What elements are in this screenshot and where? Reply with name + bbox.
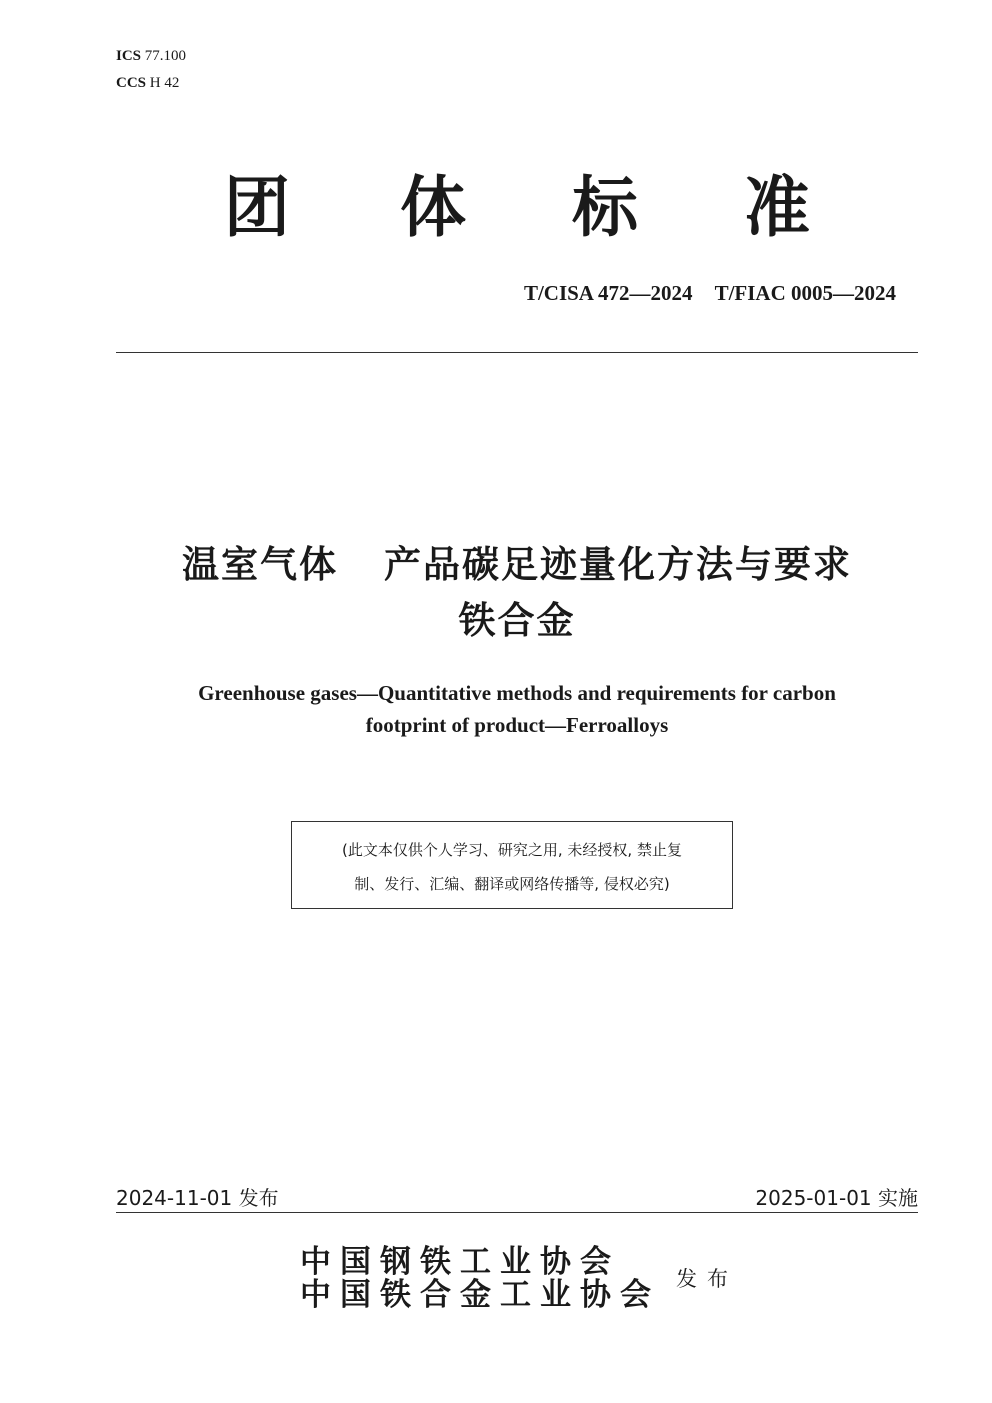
ccs-code: [116, 74, 179, 92]
notice-line: (此文本仅供个人学习、研究之用, 未经授权, 禁止复: [342, 841, 682, 859]
standard-type-char: 体: [400, 169, 466, 246]
title-en-line2: footprint of product—Ferroalloys: [365, 713, 669, 737]
standard-numbers: [524, 280, 896, 306]
standard-number: T/FIAC 0005—2024: [714, 281, 896, 305]
title-en-line1: Greenhouse gases—Quantitative methods and requirements for carbon: [198, 681, 836, 705]
title-cn-part1: 温室气体: [182, 543, 338, 586]
issue-label: 发布: [676, 1267, 738, 1291]
standard-number: T/CISA 472—2024: [523, 281, 693, 305]
ics-label: ICS: [116, 48, 142, 64]
ccs-label: CCS: [116, 75, 147, 91]
ics-code: [116, 47, 186, 65]
issuer-name: 中国钢铁工业协会: [300, 1244, 620, 1279]
ics-value: 77.100: [144, 48, 187, 64]
top-divider: [116, 352, 918, 353]
standard-type-char: 准: [744, 169, 810, 246]
ccs-value: H 42: [149, 75, 180, 91]
title-cn-part2: 产品碳足迹量化方法与要求: [384, 543, 852, 586]
copyright-notice-box: [291, 821, 733, 909]
issuer-name: 中国铁合金工业协会: [300, 1277, 660, 1312]
implement-date: 2025-01-01 实施: [755, 1186, 918, 1210]
title-cn-line1: [116, 542, 918, 588]
standard-type-char: 团: [224, 169, 290, 246]
standard-type-char: 标: [572, 169, 638, 246]
bottom-divider: [116, 1212, 918, 1213]
publish-date: 2024-11-01 发布: [116, 1186, 279, 1210]
standard-type-heading: [116, 168, 918, 248]
notice-line: 制、发行、汇编、翻译或网络传播等, 侵权必究): [354, 875, 670, 893]
title-cn-line2: 铁合金: [458, 599, 576, 642]
